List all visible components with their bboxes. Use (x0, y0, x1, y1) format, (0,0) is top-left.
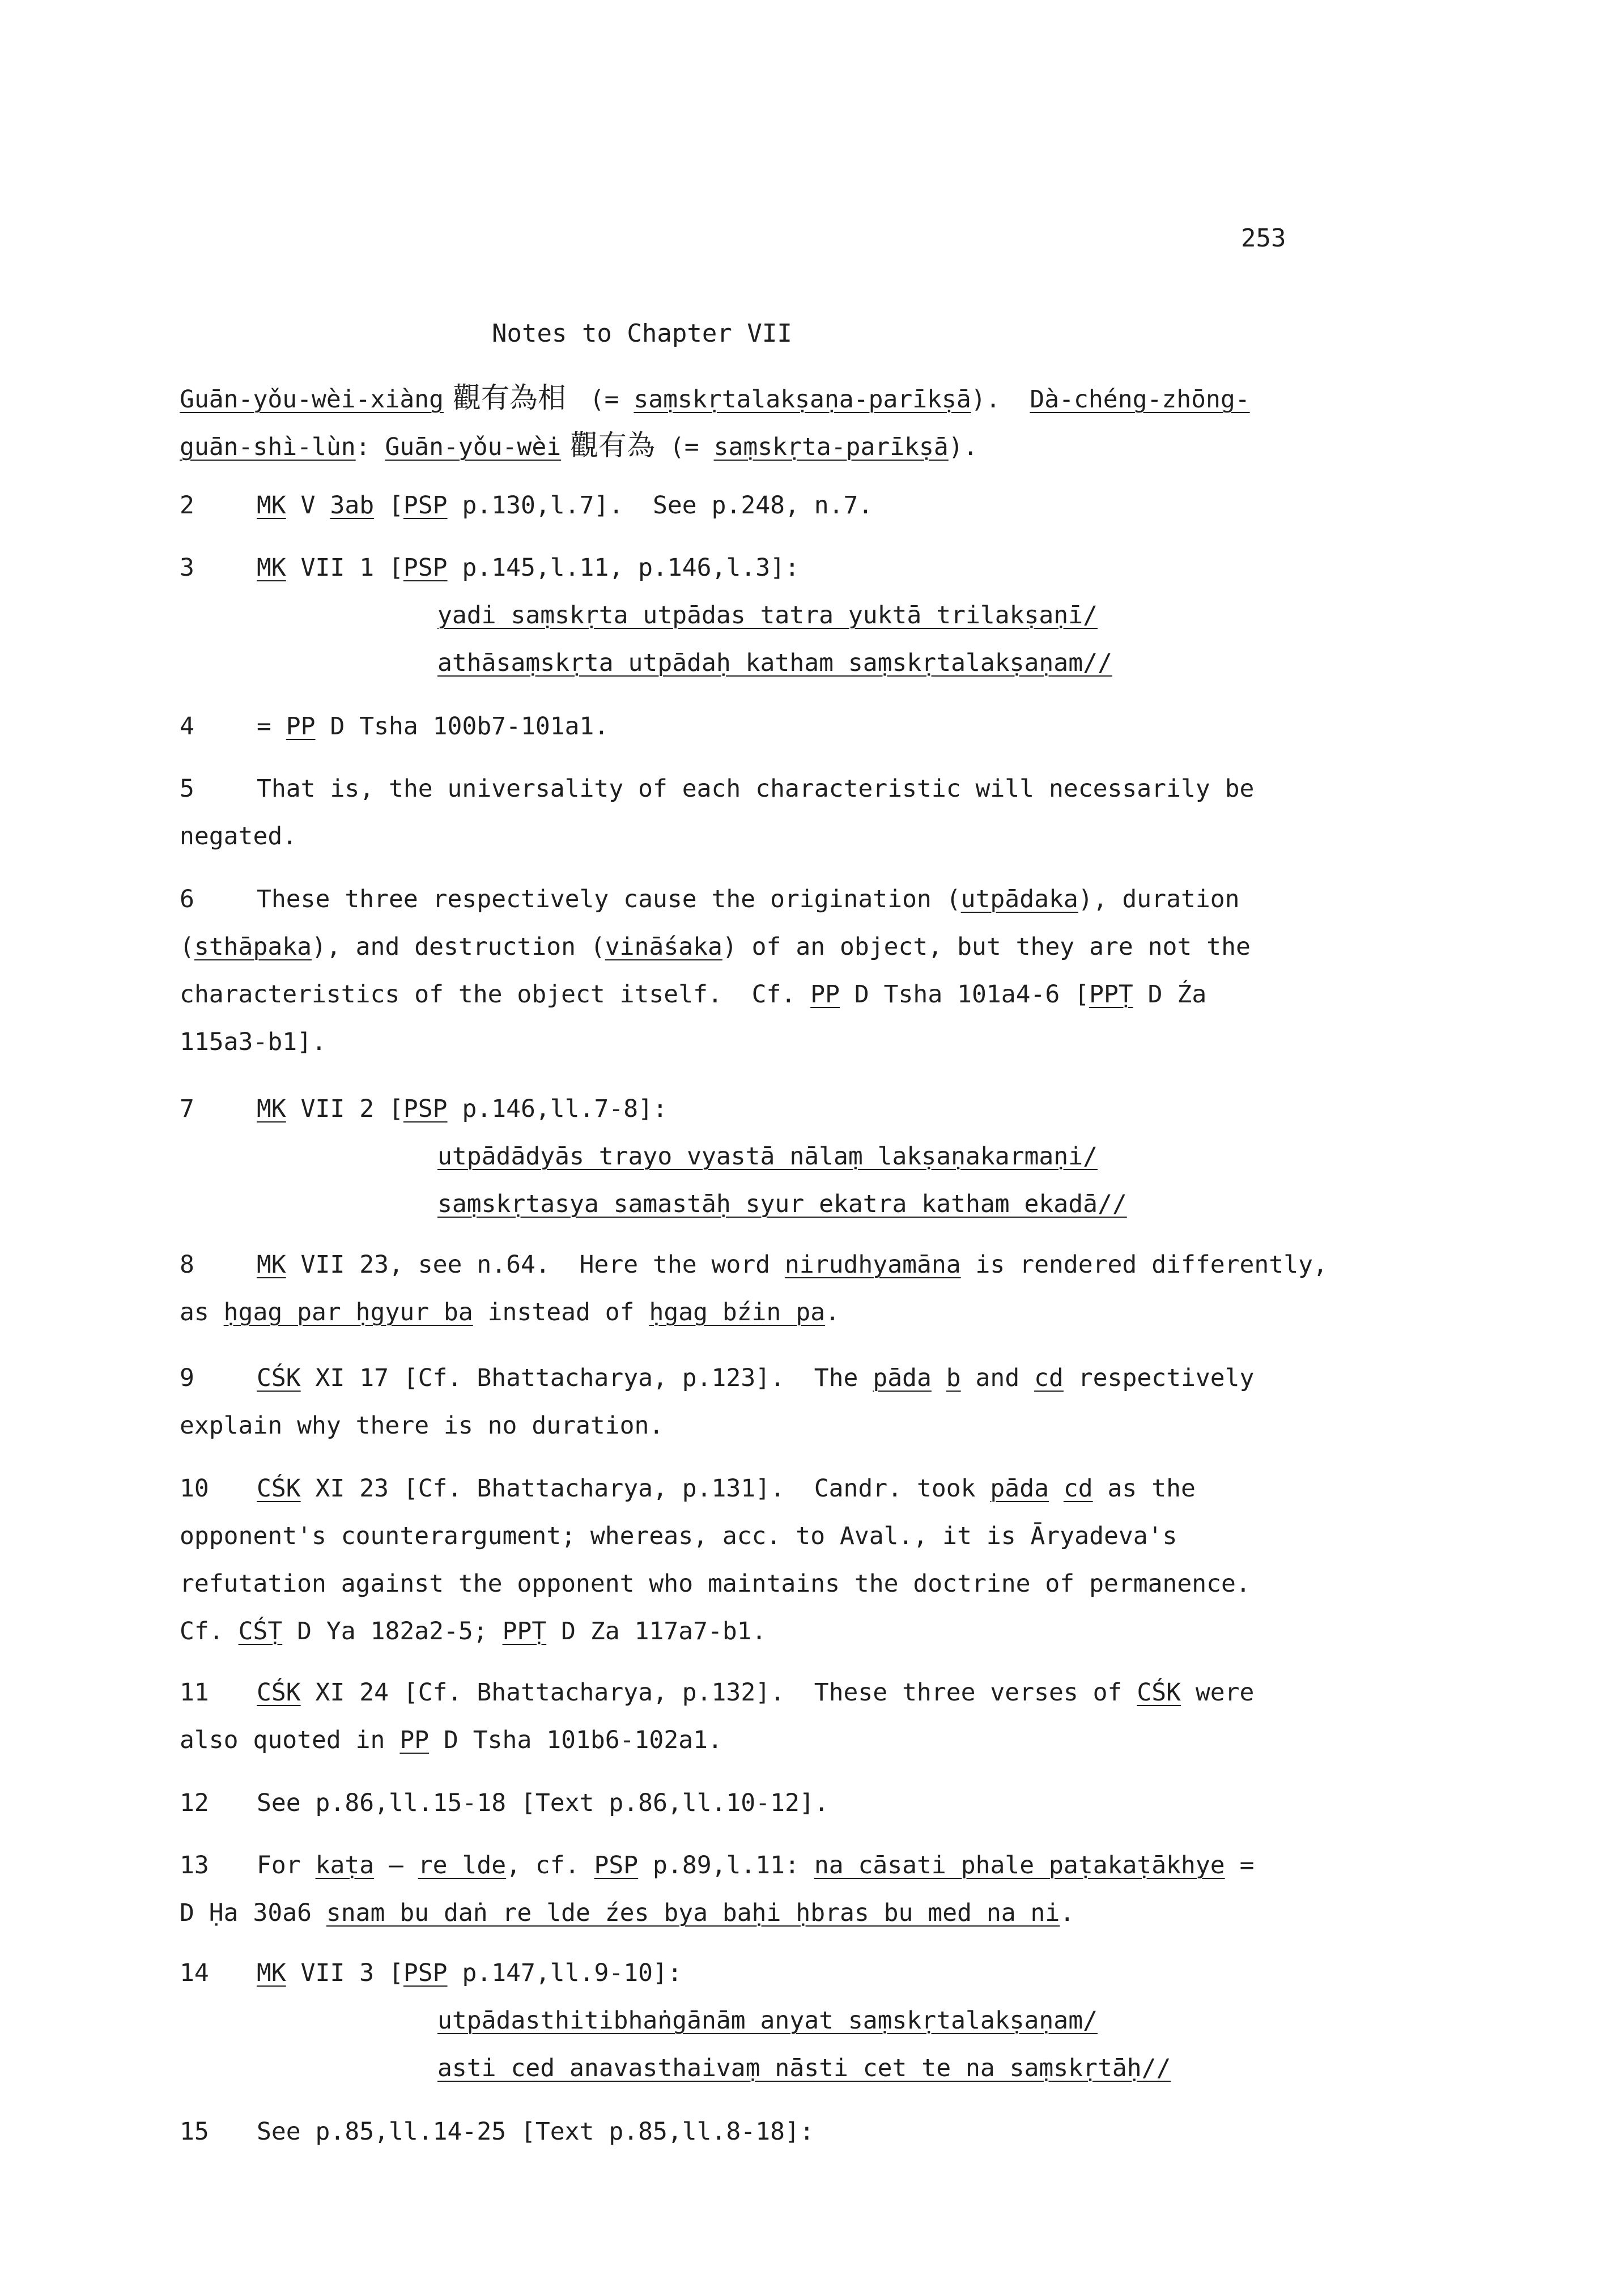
note-line (180, 1402, 1455, 1449)
note-number: 8 (180, 1251, 194, 1279)
underlined-term: Dà-chéng-zhōng- (1030, 385, 1250, 414)
note-line (180, 1085, 1455, 1133)
note-text: XI 17 [Cf. Bhattacharya, p.123]. The (300, 1364, 873, 1392)
note-line (180, 1133, 1455, 1180)
note-line (180, 1949, 1455, 1997)
note-13 (180, 1842, 1455, 1937)
underlined-term: CŚK (257, 1364, 301, 1392)
note-line (180, 482, 1455, 529)
note-text: as the (1092, 1474, 1196, 1503)
note-11 (180, 1669, 1455, 1764)
note-text: characteristics of the object itself. Cf. (180, 980, 811, 1009)
underlined-term: pāda (873, 1364, 932, 1392)
note-number: 6 (180, 885, 194, 913)
note-text (1049, 1474, 1064, 1503)
note-text: [ (374, 491, 403, 520)
note-text: and (960, 1364, 1035, 1392)
note-text: VII 3 [ (286, 1959, 403, 1987)
note-text: ( (180, 933, 194, 961)
note-text: XI 24 [Cf. Bhattacharya, p.132]. These three verses of (300, 1678, 1137, 1707)
note-text (932, 1364, 946, 1392)
note-text: . (825, 1298, 840, 1326)
underlined-term: saṃskṛtalakṣaṇa-parīkṣā (634, 385, 971, 414)
note-4 (180, 703, 1455, 750)
underlined-term: ḥgag par ḥgyur ba (223, 1298, 473, 1326)
underlined-term: kaṭa (315, 1851, 375, 1880)
note-number: 2 (180, 491, 194, 520)
underlined-term: snam bu daṅ re lde źes bya baḥi ḥbras bu med na ni (326, 1899, 1060, 1927)
underlined-term: b (946, 1364, 961, 1392)
note-line (180, 1716, 1455, 1764)
note-text: — (374, 1851, 418, 1880)
note-text: is rendered differently, (960, 1251, 1328, 1279)
note-text: ) of an object, but they are not the (722, 933, 1251, 961)
note-text: V (286, 491, 330, 520)
note-line (180, 1669, 1455, 1716)
note-text: 115a3-b1]. (180, 1028, 326, 1056)
note-text: These three respectively cause the origination ( (257, 885, 961, 913)
underlined-term: MK (257, 1095, 286, 1123)
note-text: p.147,ll.9-10]: (447, 1959, 682, 1987)
note-text: XI 23 [Cf. Bhattacharya, p.131]. Candr. took (300, 1474, 990, 1503)
underlined-term: guān-shì-lùn (180, 433, 356, 461)
note-text: ). (948, 433, 978, 461)
underlined-term: PP (399, 1726, 430, 1754)
note-line (180, 639, 1455, 687)
note-text: also quoted in (180, 1726, 400, 1754)
underlined-term: utpādasthitibhaṅgānām anyat saṃskṛtalakṣaṇam/ (437, 2006, 1098, 2035)
note-text: D Ḥa 30a6 (180, 1899, 326, 1927)
underlined-term: CŚK (257, 1678, 301, 1707)
note-text: ). (971, 385, 1030, 414)
underlined-term: MK (257, 491, 286, 520)
chapter-title: Notes to Chapter VII (492, 319, 792, 348)
note-text: , cf. (506, 1851, 594, 1880)
underlined-term: utpādaka (960, 885, 1078, 913)
note-text: D Tsha 101b6-102a1. (429, 1726, 722, 1754)
note-number: 14 (180, 1959, 209, 1987)
note-line (180, 923, 1455, 971)
underlined-term: cd (1063, 1474, 1093, 1503)
note-text: respectively (1063, 1364, 1255, 1392)
note-text: D Źa (1133, 980, 1207, 1009)
note-text: . (1060, 1899, 1075, 1927)
note-line (180, 1997, 1455, 2044)
underlined-term: PPṬ (1089, 980, 1133, 1009)
note-text: Cf. (180, 1617, 239, 1646)
note-text: : (355, 433, 385, 461)
note-line (180, 1779, 1455, 1827)
underlined-term: saṃskṛtasya samastāḥ syur ekatra katham ekadā// (437, 1190, 1127, 1218)
note-5 (180, 765, 1455, 860)
note-line (180, 813, 1455, 860)
page-number: 253 (1241, 224, 1286, 253)
note-text: as (180, 1298, 224, 1326)
note-14 (180, 1949, 1455, 2092)
underlined-term: PSP (403, 1959, 448, 1987)
note-text: 觀有為相 (444, 381, 575, 414)
underlined-term: na cāsati phale paṭakaṭākhye (814, 1851, 1225, 1880)
note-12 (180, 1779, 1455, 1827)
underlined-term: PSP (594, 1851, 639, 1880)
note-line (180, 1842, 1455, 1889)
note-text: (= (575, 385, 634, 414)
note-3 (180, 544, 1455, 687)
note-text: instead of (473, 1298, 649, 1326)
underlined-term: MK (257, 554, 286, 582)
note-text: For (257, 1851, 316, 1880)
note-line (180, 374, 1455, 422)
underlined-term: PSP (403, 554, 448, 582)
note-text: D Tsha 100b7-101a1. (315, 712, 609, 741)
note-line (180, 971, 1455, 1018)
note-number: 3 (180, 554, 194, 582)
note-text: See p.86,ll.15-18 [Text p.86,ll.10-12]. (257, 1789, 829, 1817)
note-text: explain why there is no duration. (180, 1411, 664, 1440)
note-number: 7 (180, 1095, 194, 1123)
underlined-term: MK (257, 1251, 286, 1279)
note-line (180, 592, 1455, 639)
note-line (180, 544, 1455, 592)
note-line (180, 765, 1455, 813)
note-text: D Za 117a7-b1. (546, 1617, 767, 1646)
note-10 (180, 1465, 1455, 1655)
note-15 (180, 2108, 1455, 2155)
note-text: VII 2 [ (286, 1095, 403, 1123)
note-1 (180, 374, 1455, 469)
note-text: 觀有為 (561, 429, 656, 462)
underlined-term: Guān-yǒu-wèi (385, 433, 562, 461)
note-text: ), duration (1078, 885, 1240, 913)
note-number: 11 (180, 1678, 209, 1707)
note-number: 5 (180, 775, 194, 803)
note-text: opponent's counterargument; whereas, acc. to Aval., it is Āryadeva's (180, 1522, 1177, 1550)
note-line (180, 1289, 1455, 1336)
note-2 (180, 482, 1455, 529)
note-line (180, 422, 1455, 469)
note-9 (180, 1354, 1455, 1449)
underlined-term: nirudhyamāna (784, 1251, 961, 1279)
underlined-term: vināśaka (605, 933, 722, 961)
note-line (180, 875, 1455, 923)
underlined-term: PP (286, 712, 316, 741)
note-line (180, 1608, 1455, 1655)
note-text: ), and destruction ( (312, 933, 605, 961)
underlined-term: PSP (403, 491, 448, 520)
underlined-term: asti ced anavasthaivaṃ nāsti cet te na saṃskṛtāḥ// (437, 2054, 1171, 2082)
underlined-term: sthāpaka (194, 933, 312, 961)
underlined-term: cd (1034, 1364, 1064, 1392)
note-text: p.89,l.11: (638, 1851, 814, 1880)
underlined-term: re lde (418, 1851, 507, 1880)
note-text: = (257, 712, 286, 741)
underlined-term: CŚK (1137, 1678, 1181, 1707)
note-text: That is, the universality of each characteristic will necessarily be (257, 775, 1255, 803)
note-text: refutation against the opponent who maintains the doctrine of permanence. (180, 1570, 1251, 1598)
underlined-term: PPṬ (502, 1617, 547, 1646)
underlined-term: ḥgag bźin pa (649, 1298, 826, 1326)
underlined-term: pāda (990, 1474, 1049, 1503)
note-line (180, 1560, 1455, 1608)
note-text: p.130,l.7]. See p.248, n.7. (447, 491, 873, 520)
note-line (180, 1465, 1455, 1512)
underlined-term: CŚK (257, 1474, 301, 1503)
note-number: 13 (180, 1851, 209, 1880)
note-number: 4 (180, 712, 194, 741)
note-text: VII 23, see n.64. Here the word (286, 1251, 785, 1279)
note-line (180, 2108, 1455, 2155)
note-6 (180, 875, 1455, 1066)
note-number: 10 (180, 1474, 209, 1503)
note-text: (= (655, 433, 714, 461)
note-line (180, 1018, 1455, 1066)
note-text: See p.85,ll.14-25 [Text p.85,ll.8-18]: (257, 2118, 814, 2146)
note-text: p.146,ll.7-8]: (447, 1095, 668, 1123)
underlined-term: saṃskṛta-parīkṣā (713, 433, 949, 461)
note-line (180, 1512, 1455, 1560)
note-line (180, 1180, 1455, 1228)
underlined-term: 3ab (330, 491, 375, 520)
note-line (180, 1241, 1455, 1289)
note-text: p.145,l.11, p.146,l.3]: (447, 554, 800, 582)
note-8 (180, 1241, 1455, 1336)
note-line (180, 1354, 1455, 1402)
underlined-term: PP (810, 980, 840, 1009)
underlined-term: PSP (403, 1095, 448, 1123)
note-text: were (1180, 1678, 1255, 1707)
note-text: D Tsha 101a4-6 [ (839, 980, 1090, 1009)
note-line (180, 2044, 1455, 2092)
underlined-term: Guān-yǒu-wèi-xiàng (180, 385, 444, 414)
note-line (180, 703, 1455, 750)
underlined-term: yadi saṃskṛta utpādas tatra yuktā trilakṣaṇī/ (437, 601, 1098, 630)
note-line (180, 1889, 1455, 1937)
underlined-term: athāsaṃskṛta utpādaḥ katham saṃskṛtalakṣaṇam// (437, 649, 1112, 677)
note-text: = (1225, 1851, 1255, 1880)
note-number: 9 (180, 1364, 194, 1392)
underlined-term: CŚṬ (238, 1617, 283, 1646)
underlined-term: utpādādyās trayo vyastā nālaṃ lakṣaṇakarmaṇi/ (437, 1142, 1098, 1171)
note-text: D Ya 182a2-5; (282, 1617, 503, 1646)
note-7 (180, 1085, 1455, 1228)
note-text: negated. (180, 822, 297, 851)
note-number: 12 (180, 1789, 209, 1817)
underlined-term: MK (257, 1959, 286, 1987)
note-text: VII 1 [ (286, 554, 403, 582)
note-number: 15 (180, 2118, 209, 2146)
